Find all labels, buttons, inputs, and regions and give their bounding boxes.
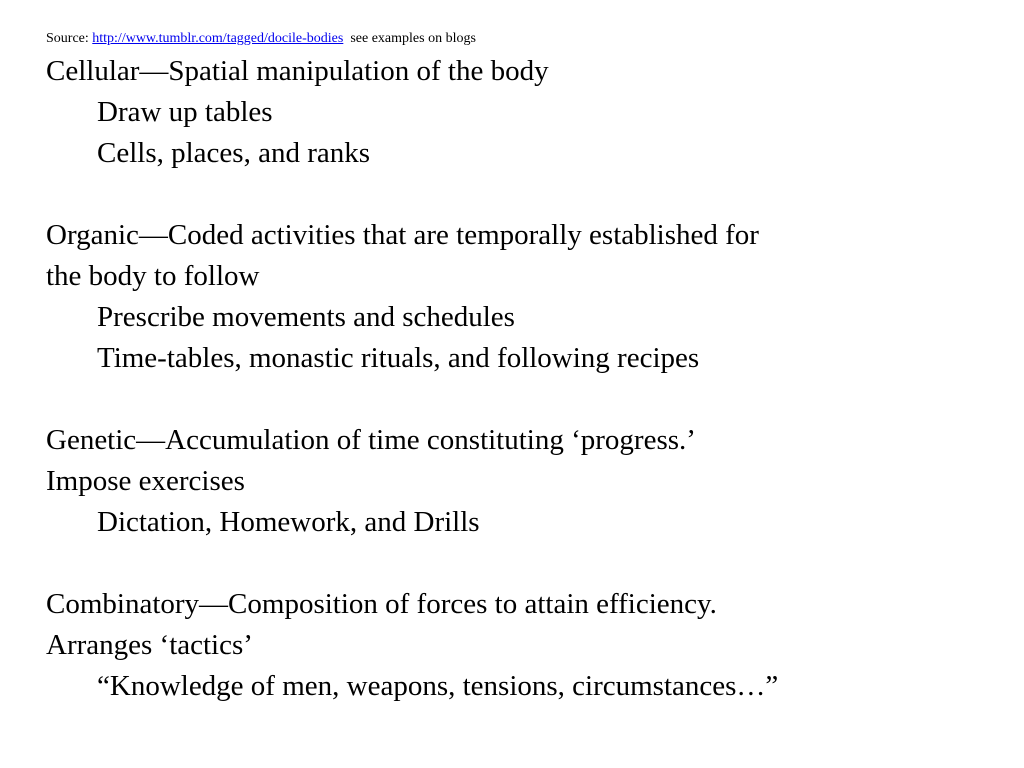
- source-suffix: see examples on blogs: [350, 31, 476, 46]
- source-prefix: Source:: [46, 31, 93, 46]
- section-heading: Organic—Coded activities that are temporally established for: [46, 219, 759, 251]
- section-spacer: [46, 543, 996, 584]
- section-subitem: “Knowledge of men, weapons, tensions, circumstances…”: [97, 670, 779, 702]
- section-subitem: Cells, places, and ranks: [97, 137, 371, 169]
- section-genetic: [46, 420, 996, 543]
- section-heading: Genetic—Accumulation of time constituting ‘progress.’: [46, 424, 696, 456]
- section-cellular: [46, 51, 996, 174]
- section-heading: Combinatory—Composition of forces to attain efficiency.: [46, 588, 717, 620]
- section-heading-continuation: Arranges ‘tactics’: [46, 629, 253, 661]
- source-line: [46, 29, 476, 49]
- section-heading-continuation: the body to follow: [46, 260, 260, 292]
- slide-content: [46, 51, 996, 707]
- section-combinatory: [46, 584, 996, 707]
- section-organic: [46, 215, 996, 379]
- source-link[interactable]: http://www.tumblr.com/tagged/docile-bodies: [92, 31, 344, 46]
- section-spacer: [46, 174, 996, 215]
- section-subitem: Time-tables, monastic rituals, and following recipes: [97, 342, 700, 374]
- section-subitem: Prescribe movements and schedules: [97, 301, 515, 333]
- section-spacer: [46, 379, 996, 420]
- section-subitem: Dictation, Homework, and Drills: [97, 506, 480, 538]
- section-heading: Cellular—Spatial manipulation of the body: [46, 55, 549, 87]
- section-heading-continuation: Impose exercises: [46, 465, 245, 497]
- section-subitem: Draw up tables: [97, 96, 273, 128]
